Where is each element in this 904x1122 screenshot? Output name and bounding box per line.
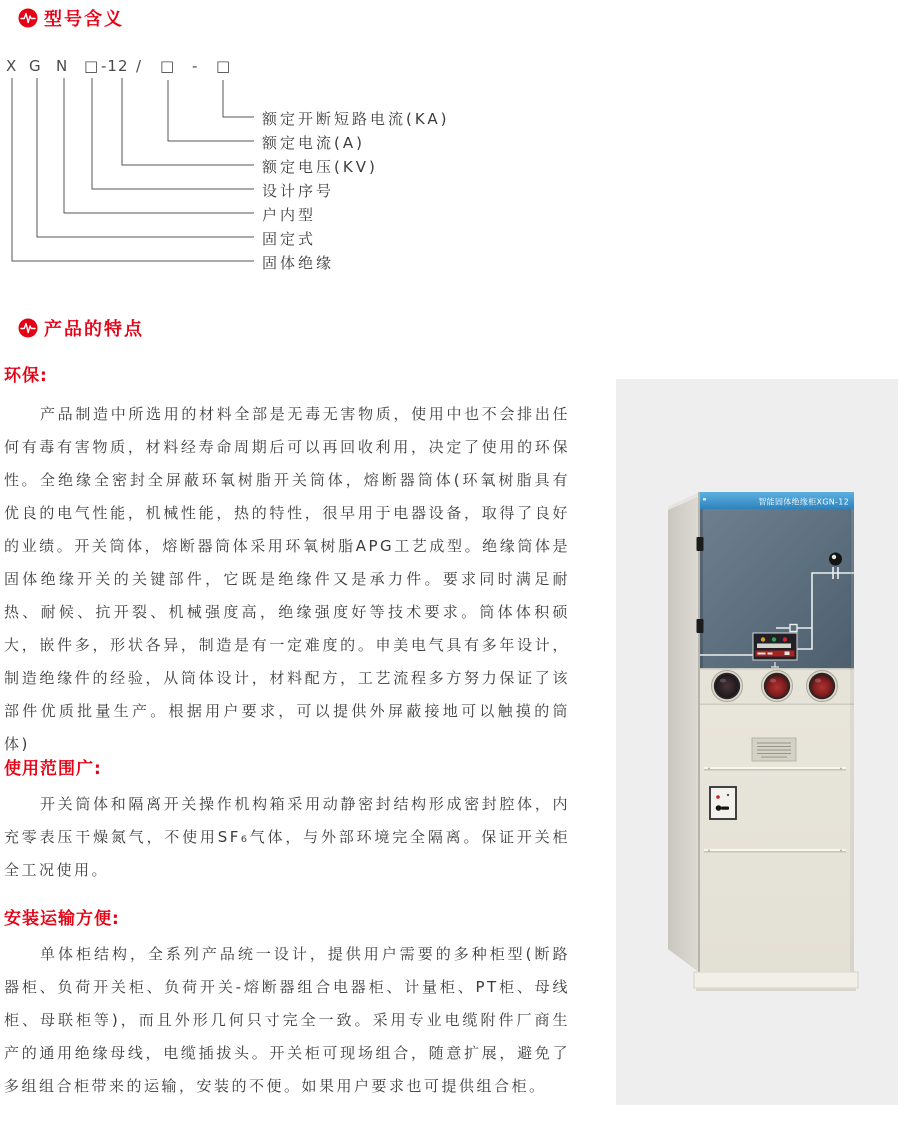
- model-symbol: □: [216, 57, 232, 75]
- indicator-light-green: [772, 637, 776, 641]
- model-symbol: -: [192, 57, 199, 75]
- door-control-panel: [753, 633, 797, 660]
- product-photo: [616, 379, 898, 1105]
- model-designation-diagram: [0, 0, 600, 290]
- model-label: 户内型: [262, 206, 317, 224]
- viewing-windows: [712, 671, 838, 702]
- feature-paragraph: 产品制造中所选用的材料全部是无毒无害物质，使用中也不会排出任何有毒有害物质，材料经寿命周期后可以再回收利用，决定了使用的环保性。: [4, 405, 570, 489]
- nameplate: [752, 738, 796, 761]
- model-symbol: □: [160, 57, 176, 75]
- switchgear-cabinet-illustration: [616, 379, 898, 1105]
- cabinet-side-panel: [668, 492, 700, 973]
- section-title: 产品的特点: [44, 319, 144, 340]
- model-label: 固定式: [262, 230, 317, 248]
- model-symbol: N: [56, 57, 69, 75]
- model-symbol: X: [6, 57, 18, 75]
- feature-heading-environment: 环保:: [4, 366, 48, 386]
- cabinet-base: [694, 972, 858, 988]
- door-sensor: [829, 553, 842, 566]
- lock-indicator-red: [716, 795, 720, 799]
- model-symbol: □: [84, 57, 100, 75]
- model-symbol: -12: [101, 57, 129, 75]
- model-label: 额定开断短路电流(KA): [262, 110, 450, 128]
- lock-panel: [710, 787, 736, 819]
- model-label: 额定电流(A): [262, 134, 365, 152]
- indicator-light-red: [783, 637, 787, 641]
- model-symbol: G: [29, 57, 42, 75]
- model-label: 额定电压(KV): [262, 158, 378, 176]
- model-symbol: /: [136, 57, 143, 75]
- door-hinge: [697, 537, 704, 551]
- model-label: 固体绝缘: [262, 254, 335, 272]
- panel-groove: [704, 767, 846, 769]
- feature-paragraph: 单体柜结构，全系列产品统一设计，提供用户需要的多种柜型(断路器柜、负荷开关柜、负荷开关-熔断器组合电器柜、计量柜、PT柜、母线柜、母联柜等)，而且外形几何只寸完全一致。采用专业电缆附件厂商生产的通用绝缘母线，电缆插拔头。开关柜可现场组合，随意扩展，避免了多组组合柜带来的运输，安装的不便。如果用户要求也可提供组合柜。: [4, 945, 570, 1095]
- feature-paragraph: 开关筒体和隔离开关操作机构箱采用动静密封结构形成密封腔体，内充零表压干燥氮气，不使用SF₆气体，与外部环境完全隔离。保证开关柜全工况使用。: [4, 795, 570, 879]
- indicator-light-yellow: [761, 637, 765, 641]
- feature-paragraph: 全绝缘全密封全屏蔽环氧树脂开关筒体，熔断器筒体(环氧树脂具有优良的电气性能，机械性能，热的特性，很早用于电器设备，取得了良好的业绩。开关筒体，熔断器筒体采用环氧树脂APG工艺成型。绝缘筒体是固体绝缘开关的关键部件，它既是绝缘件又是承力件。要求同时满足耐热、耐候、抗开裂、机械强度高，绝缘强度好等技术要求。筒体体积硕大，嵌件多，形状各异，制造是有一定难度的。申美电气具有多年设计，制造绝缘件的经验，从筒体设计，材料配方，工艺流程多方努力保证了该部件优质批量生产。根据用户要求，可以提供外屏蔽接地可以触摸的筒体): [4, 471, 570, 753]
- feature-heading-wide-application: 使用范围广:: [4, 759, 102, 779]
- feature-heading-easy-install: 安装运输方便:: [4, 909, 120, 929]
- door-hinge: [697, 619, 704, 633]
- keyhole-icon: [716, 805, 722, 811]
- pulse-icon: [18, 318, 38, 338]
- cabinet-banner-label: 智能固体绝缘柜XGN-12: [758, 497, 849, 507]
- panel-groove: [704, 849, 846, 851]
- section-header-product-features: [18, 315, 144, 341]
- section-title: 型号含义: [44, 9, 124, 30]
- model-label: 设计序号: [262, 182, 335, 200]
